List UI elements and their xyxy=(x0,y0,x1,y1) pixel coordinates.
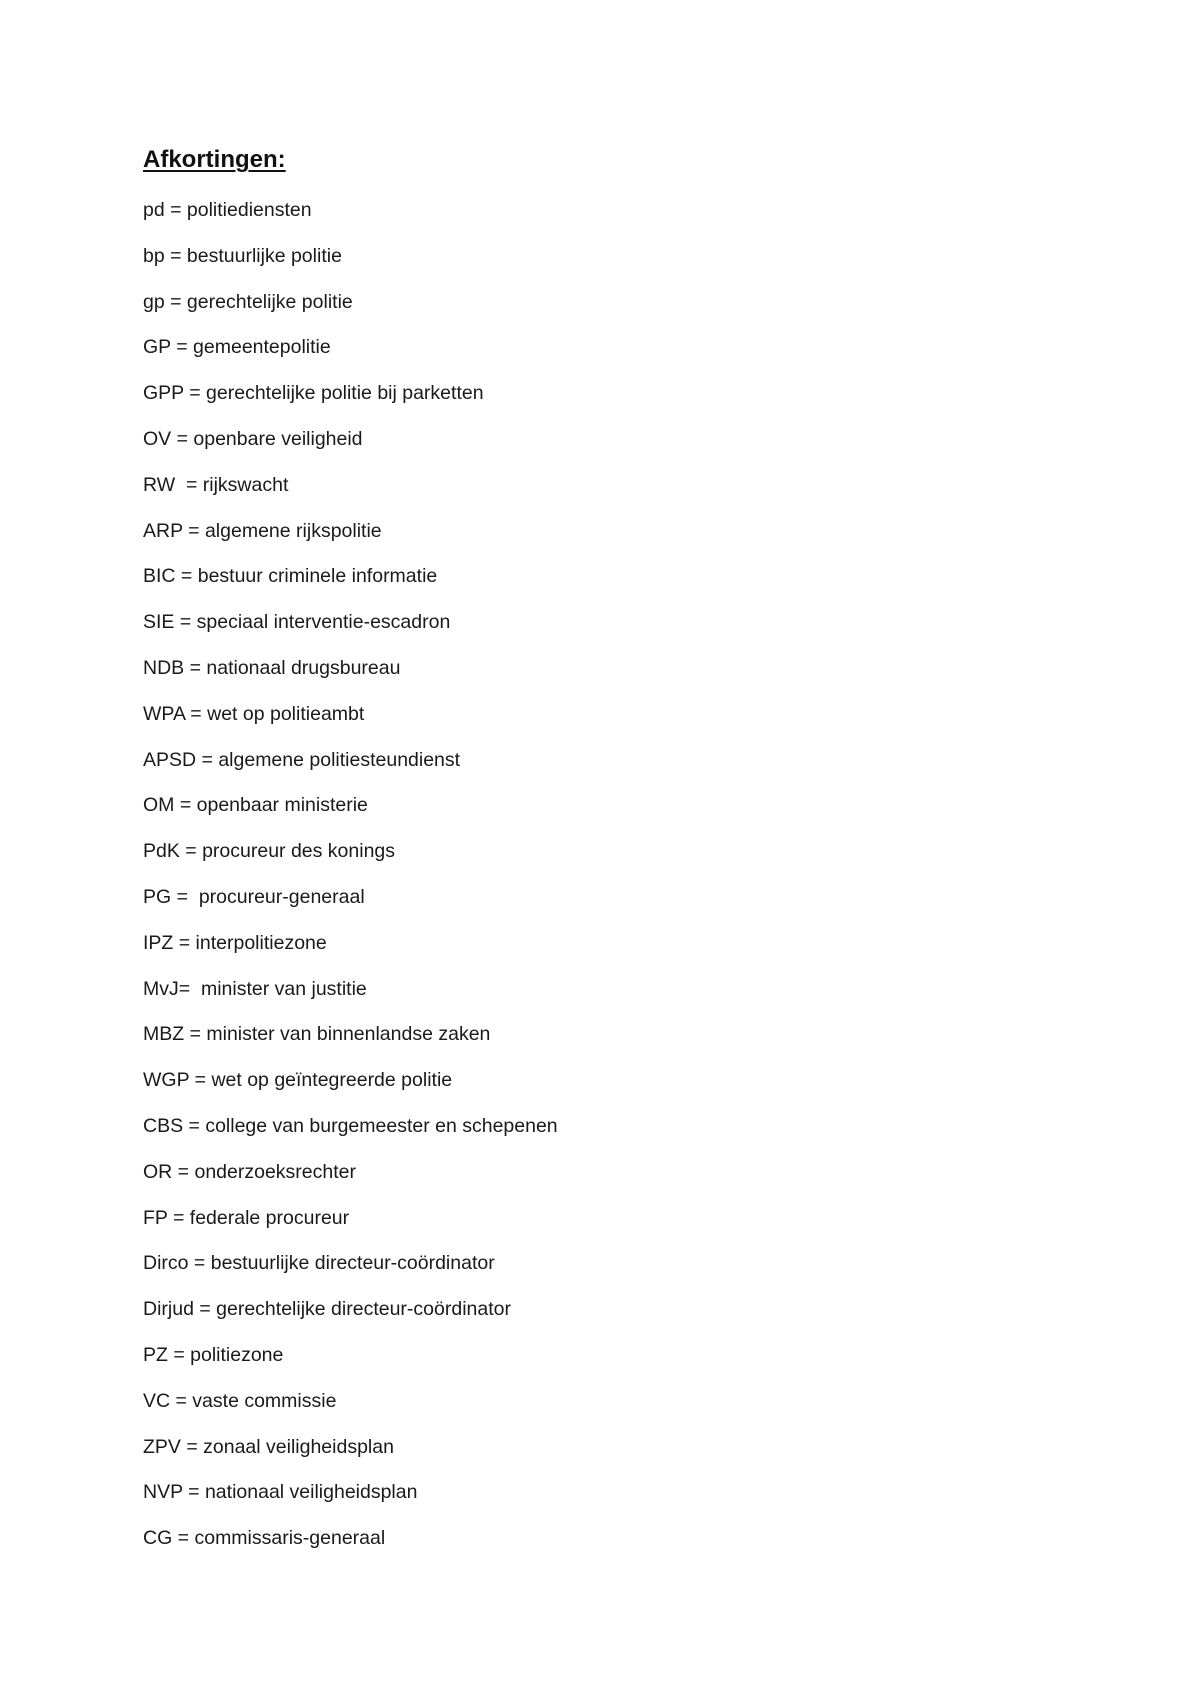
abbreviation-item: BIC = bestuur criminele informatie xyxy=(143,565,438,588)
abbreviation-item: Dirjud = gerechtelijke directeur-coördinator xyxy=(143,1298,511,1321)
abbreviation-item: ZPV = zonaal veiligheidsplan xyxy=(143,1435,394,1458)
abbreviation-item: OR = onderzoeksrechter xyxy=(143,1160,356,1183)
page-heading: Afkortingen: xyxy=(143,146,286,173)
abbreviation-item: RW = rijkswacht xyxy=(143,473,289,496)
abbreviation-item: MBZ = minister van binnenlandse zaken xyxy=(143,1023,491,1046)
abbreviation-item: IPZ = interpolitiezone xyxy=(143,931,327,954)
abbreviation-item: SIE = speciaal interventie-escadron xyxy=(143,611,451,634)
abbreviation-item: OV = openbare veiligheid xyxy=(143,427,363,450)
abbreviation-item: GPP = gerechtelijke politie bij parketten xyxy=(143,382,484,405)
abbreviation-item: GP = gemeentepolitie xyxy=(143,336,331,359)
abbreviation-item: WGP = wet op geïntegreerde politie xyxy=(143,1069,453,1092)
abbreviation-list xyxy=(143,198,558,1572)
abbreviation-item: pd = politiediensten xyxy=(143,199,312,221)
abbreviation-item: MvJ= minister van justitie xyxy=(143,977,367,1000)
abbreviation-item: PG = procureur-generaal xyxy=(143,885,365,908)
abbreviation-item: OM = openbaar ministerie xyxy=(143,794,368,817)
abbreviation-item: CG = commissaris-generaal xyxy=(143,1527,386,1550)
abbreviation-item: gp = gerechtelijke politie xyxy=(143,290,353,313)
abbreviation-item: PdK = procureur des konings xyxy=(143,840,396,863)
abbreviation-item: VC = vaste commissie xyxy=(143,1389,337,1412)
abbreviation-item: PZ = politiezone xyxy=(143,1343,284,1366)
abbreviation-item: WPA = wet op politieambt xyxy=(143,702,365,725)
abbreviation-item: FP = federale procureur xyxy=(143,1206,350,1229)
abbreviation-item: Dirco = bestuurlijke directeur-coördinator xyxy=(143,1252,495,1275)
abbreviation-item: NDB = nationaal drugsbureau xyxy=(143,656,401,679)
abbreviation-item: NVP = nationaal veiligheidsplan xyxy=(143,1481,418,1504)
abbreviation-item: APSD = algemene politiesteundienst xyxy=(143,748,461,771)
abbreviation-item: bp = bestuurlijke politie xyxy=(143,244,342,267)
abbreviation-item: CBS = college van burgemeester en schepenen xyxy=(143,1114,558,1137)
abbreviation-item: ARP = algemene rijkspolitie xyxy=(143,519,382,542)
